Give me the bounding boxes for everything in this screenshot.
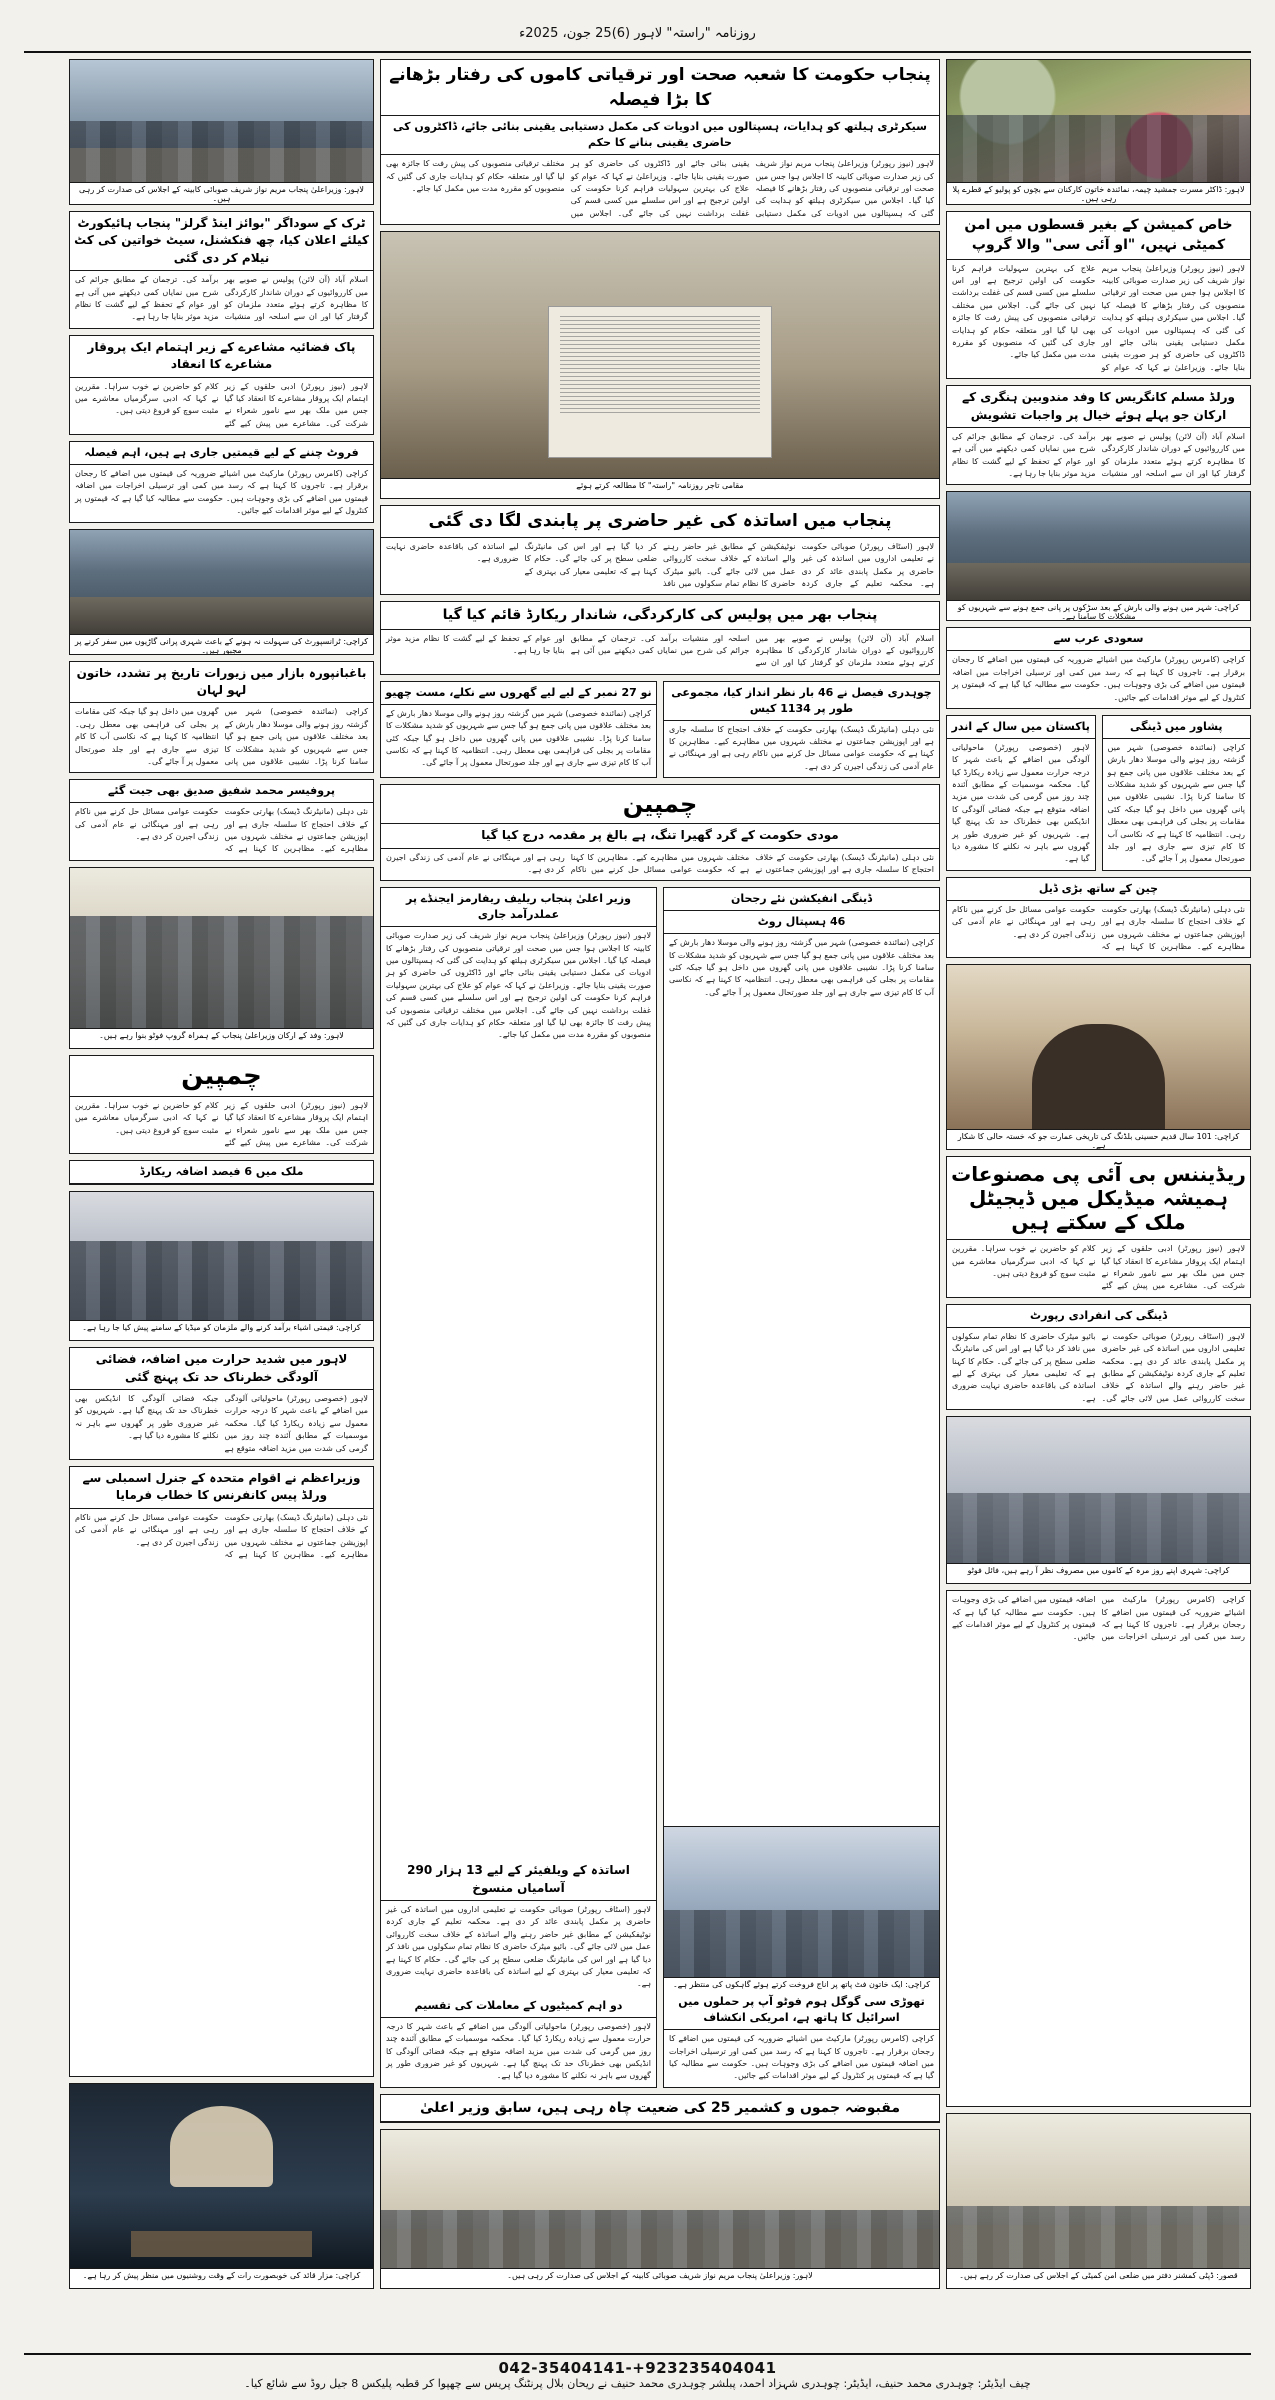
ad-headline: چمپین	[381, 785, 939, 824]
headline: پشاور میں ڈینگی	[1103, 716, 1251, 739]
story-china-deal	[946, 877, 1251, 959]
article-body: کراچی (نمائندہ خصوصی) شہر میں گزشتہ روز ہونے والی موسلا دھار بارش کے بعد مختلف علاقوں میں پانی جمع ہو گیا جس سے شہریوں کو شدید مشکلات کا سامنا کرنا پڑا۔ نشیبی علاقوں میں پانی گھروں میں داخل ہو گیا جبکہ کئی مقامات پر بجلی کی فراہمی بھی معطل رہی۔ انتظامیہ کا کہنا ہے کہ نکاسی آب کا کام تیزی سے جاری ہے اور جلد صورتحال معمول پر آ جائے گی۔	[668, 938, 934, 997]
mid-lower-row	[380, 887, 940, 2087]
story-muslim-congress	[946, 385, 1251, 485]
headline: پنجاب میں اساتذہ کی غیر حاضری پر پابندی لگا دی گئی	[381, 506, 939, 538]
photo-hoosaini-building	[947, 965, 1250, 1129]
article-body: اسلام آباد (آن لائن) پولیس نے صوبے بھر میں کارروائیوں کے دوران شاندار کارکردگی کا مظاہرہ کرتے ہوئے متعدد ملزمان کو گرفتار کیا اور ان سے اسلحہ اور منشیات برآمد کی۔ ترجمان کے مطابق جرائم کی شرح میں نمایاں کمی دیکھنے میں آئی ہے اور عوام کے تحفظ کے لیے گشت کا نظام مزید موثر بنایا جا رہا ہے۔	[952, 431, 1245, 479]
story-police-record	[380, 601, 940, 674]
article-body: لاہور (نیوز رپورٹر) وزیراعلیٰ پنجاب مریم نواز شریف کی زیر صدارت صوبائی کابینہ کا اجلاس ہوا جس میں صحت اور ترقیاتی منصوبوں کی رفتار بڑھانے کا فیصلہ کیا گیا۔ اجلاس میں سیکرٹری ہیلتھ کو ہدایت کی گئی کہ ہسپتالوں میں ادویات کی مکمل دستیابی یقینی بنائی جائے اور ڈاکٹروں کی حاضری کو ہر صورت یقینی بنایا جائے۔ وزیراعلیٰ نے کہا کہ عوام کو علاج کی بہترین سہولیات فراہم کرنا حکومت کی اولین ترجیح ہے اور اس سلسلے میں کسی قسم کی غفلت برداشت نہیں کی جائے گی۔ اجلاس میں مختلف ترقیاتی منصوبوں کی پیش رفت کا جائزہ بھی لیا گیا اور متعلقہ حکام کو ہدایات جاری کی گئیں کہ منصوبوں کو مقررہ مدت میں مکمل کیا جائے۔	[386, 159, 934, 218]
masthead-rule	[24, 51, 1251, 53]
photo-block-delegation	[69, 867, 374, 1049]
article-body: اسلام آباد (آن لائن) پولیس نے صوبے بھر میں کارروائیوں کے دوران شاندار کارکردگی کا مظاہرہ کرتے ہوئے متعدد ملزمان کو گرفتار کیا اور ان سے اسلحہ اور منشیات برآمد کی۔ ترجمان کے مطابق جرائم کی شرح میں نمایاں کمی دیکھنے میں آئی ہے اور عوام کے تحفظ کے لیے گشت کا نظام مزید موثر بنایا جا رہا ہے۔	[386, 633, 934, 668]
photo-police-arrest	[70, 1192, 373, 1320]
headline: پاک فضائیہ مشاعرے کے زیر اہتمام ایک پروقار مشاعرے کا انعقاد	[70, 336, 373, 378]
photo-caption: کراچی: شہر میں ہونے والی بارش کے بعد سڑکوں پر پانی جمع ہونے سے شہریوں کو مشکلات کا سامنا ہے۔	[947, 600, 1250, 621]
story-six-percent	[69, 1160, 374, 1185]
column-right	[946, 59, 1251, 2289]
column-mid-left-stack	[663, 887, 940, 2087]
photo-caption: مقامی تاجر روزنامہ "راستہ" کا مطالعہ کرتے ہوئے	[381, 478, 939, 492]
story-professor	[69, 779, 374, 861]
photo-meeting-roundtable	[70, 60, 373, 182]
photo-old-transport	[70, 530, 373, 634]
article-body: کراچی (کامرس رپورٹر) مارکیٹ میں اشیائے ضروریہ کی قیمتوں میں اضافے کا رجحان برقرار ہے۔ تاجروں کا کہنا ہے کہ رسد میں کمی اور ترسیلی اخراجات میں اضافہ قیمتوں میں اضافے کی بڑی وجوہات ہیں۔ حکومت سے مطالبہ کیا گیا ہے کہ قیمتوں پر کنٹرول کے لیے موثر اقدامات کیے جائیں۔	[669, 2034, 934, 2081]
story-peshawar-dengue	[1102, 715, 1252, 871]
headline: پاکستان میں سال کے اندر	[947, 716, 1095, 739]
headline: پروفیسر محمد شفیق صدیق بھی جیت گئے	[70, 780, 373, 803]
masthead: روزنامہ "راستہ" لاہور (6)25 جون، 2025ء	[519, 26, 756, 41]
page-footer	[24, 2351, 1251, 2390]
photo-trader-reading	[381, 232, 939, 478]
article-body: کراچی (نمائندہ خصوصی) شہر میں گزشتہ روز ہونے والی موسلا دھار بارش کے بعد مختلف علاقوں میں پانی جمع ہو گیا جس سے شہریوں کو شدید مشکلات کا سامنا کرنا پڑا۔ نشیبی علاقوں میں پانی گھروں میں داخل ہو گیا جبکہ کئی مقامات پر بجلی کی فراہمی بھی معطل رہی۔ انتظامیہ کا کہنا ہے کہ نکاسی آب کا کام تیزی سے جاری ہے اور جلد صورتحال معمول پر آ جائے گی۔	[385, 708, 651, 768]
headline: باغبانپورہ بازار میں زیورات تاریخ پر تشدد، خاتون لہو لہان	[70, 662, 373, 704]
headline: ٹرک کے سوداگر "بوائز اینڈ گرلز" پنجاب ہائیکورٹ کیلئے اعلان کیا، چھ فنکشنل، سیٹ خواتین کی کٹ نیلام کر دی گئی	[70, 212, 373, 271]
article-body: لاہور (نیوز رپورٹر) وزیراعلیٰ پنجاب مریم نواز شریف کی زیر صدارت صوبائی کابینہ کا اجلاس ہوا جس میں صحت اور ترقیاتی منصوبوں کی رفتار بڑھانے کا فیصلہ کیا گیا۔ اجلاس میں سیکرٹری ہیلتھ کو ہدایت کی گئی کہ ہسپتالوں میں ادویات کی مکمل دستیابی یقینی بنائی جائے اور ڈاکٹروں کی حاضری کو ہر صورت یقینی بنایا جائے۔ وزیراعلیٰ نے کہا کہ عوام کو علاج کی بہترین سہولیات فراہم کرنا حکومت کی اولین ترجیح ہے اور اس سلسلے میں کسی قسم کی غفلت برداشت نہیں کی جائے گی۔ اجلاس میں مختلف ترقیاتی منصوبوں کی پیش رفت کا جائزہ بھی لیا گیا اور متعلقہ حکام کو ہدایات جاری کی گئیں کہ منصوبوں کو مقررہ مدت میں مکمل کیا جائے۔	[386, 931, 651, 1040]
article-body: نئی دہلی (مانیٹرنگ ڈیسک) بھارتی حکومت کے خلاف احتجاج کا سلسلہ جاری ہے اور اپوزیشن جماعتوں نے مختلف شہروں میں مظاہرے کیے۔ مظاہرین کا کہنا ہے کہ حکومت عوامی مسائل حل کرنے میں ناکام رہی ہے اور مہنگائی نے عام آدمی کی زندگی اجیرن کر دی ہے۔	[75, 1512, 368, 1559]
footer-credits: چیف ایڈیٹر: چوہدری محمد حنیف، ایڈیٹر: چوہدری شہزاد احمد، پبلشر چوہدری محمد حنیف نے ریحان بلال پرنٹنگ پریس سے چھپوا کر قطبہ پلیکس 8 جیل روڈ سے شائع کیا۔	[244, 2377, 1031, 2390]
column-left	[69, 59, 374, 2289]
article-body: کراچی (کامرس رپورٹر) مارکیٹ میں اشیائے ضروریہ کی قیمتوں میں اضافے کا رجحان برقرار ہے۔ تاجروں کا کہنا ہے کہ رسد میں کمی اور ترسیلی اخراجات میں اضافہ قیمتوں میں اضافے کی بڑی وجوہات ہیں۔ حکومت سے مطالبہ کیا گیا ہے کہ قیمتوں پر کنٹرول کے لیے موثر اقدامات کیے جائیں۔	[952, 1595, 1245, 1642]
photo-block-reader	[380, 231, 940, 499]
headline: ڈینگی کی انفرادی رپورٹ	[947, 1305, 1250, 1328]
article-body: اسلام آباد (آن لائن) پولیس نے صوبے بھر میں کارروائیوں کے دوران شاندار کارکردگی کا مظاہرہ کرتے ہوئے متعدد ملزمان کو گرفتار کیا اور ان سے اسلحہ اور منشیات برآمد کی۔ ترجمان کے مطابق جرائم کی شرح میں نمایاں کمی دیکھنے میں آئی ہے اور عوام کے تحفظ کے لیے گشت کا نظام مزید موثر بنایا جا رہا ہے۔	[75, 275, 368, 322]
headline: ملک میں 6 فیصد اضافہ ریکارڈ	[70, 1161, 373, 1184]
article-body: لاہور (نیوز رپورٹر) وزیراعلیٰ پنجاب مریم نواز شریف کی زیر صدارت صوبائی کابینہ کا اجلاس ہوا جس میں صحت اور ترقیاتی منصوبوں کی رفتار بڑھانے کا فیصلہ کیا گیا۔ اجلاس میں سیکرٹری ہیلتھ کو ہدایت کی گئی کہ ہسپتالوں میں ادویات کی مکمل دستیابی یقینی بنائی جائے اور ڈاکٹروں کی حاضری کو ہر صورت یقینی بنایا جائے۔ وزیراعلیٰ نے کہا کہ عوام کو علاج کی بہترین سہولیات فراہم کرنا حکومت کی اولین ترجیح ہے اور اس سلسلے میں کسی قسم کی غفلت برداشت نہیں کی جائے گی۔ اجلاس میں مختلف ترقیاتی منصوبوں کی پیش رفت کا جائزہ بھی لیا گیا اور متعلقہ حکام کو ہدایات جاری کی گئیں کہ منصوبوں کو مقررہ مدت میں مکمل کیا جائے۔	[952, 263, 1245, 372]
column-middle	[380, 59, 940, 2289]
footer-phone: 042-35404141-+923235404041	[498, 2359, 777, 2377]
headline: مقبوضہ جموں و کشمیر 25 کی ضعیت چاہ رہی ہیں، سابق وزیر اعلیٰ	[381, 2095, 939, 2122]
headline: سعودی عرب سے	[947, 628, 1250, 651]
photo-block-arrests	[69, 1191, 374, 1341]
headline: 46 ہسپتال روٹ	[664, 911, 939, 934]
photo-block-qasoor	[946, 2113, 1251, 2289]
lead-story-health	[380, 59, 940, 225]
headline: وزیر اعلیٰ پنجاب ریلیف ریفارمز ایجنڈے پر عملدرآمد جاری	[381, 888, 656, 927]
subheadline: سیکرٹری ہیلتھ کو ہدایات، ہسپتالوں میں ادویات کی مکمل دستیابی یقینی بنائی جائے، ڈاکٹروں کی حاضری یقینی بنانے کا حکم	[381, 116, 939, 155]
photo-relief-goods	[947, 1417, 1250, 1563]
story-un-speech	[69, 1466, 374, 2077]
story-number-27	[380, 681, 657, 778]
photo-caption: قصور: ڈپٹی کمشنر دفتر میں ضلعی امن کمیٹی کے اجلاس کی صدارت کر رہے ہیں۔	[947, 2268, 1250, 2282]
story-fruit-prices	[69, 441, 374, 523]
photo-dc-meeting	[947, 2114, 1250, 2268]
photo-cabinet-meeting	[381, 2130, 939, 2268]
photo-block-rain	[946, 491, 1251, 621]
column-mid-right-stack	[380, 887, 657, 2087]
article-body: کراچی (کامرس رپورٹر) مارکیٹ میں اشیائے ضروریہ کی قیمتوں میں اضافے کا رجحان برقرار ہے۔ تاجروں کا کہنا ہے کہ رسد میں کمی اور ترسیلی اخراجات میں اضافہ قیمتوں میں اضافے کی بڑی وجوہات ہیں۔ حکومت سے مطالبہ کیا گیا ہے کہ قیمتوں پر کنٹرول کے لیے موثر اقدامات کیے جائیں۔	[75, 469, 368, 516]
headline: وزیراعظم نے اقوام متحدہ کے جنرل اسمبلی سے ورلڈ پیس کانفرنس کا خطاب فرمایا	[70, 1467, 373, 1509]
photo-caption: لاہور: وزیراعلیٰ پنجاب مریم نواز شریف صوبائی کابینہ کے اجلاس کی صدارت کر رہی ہیں۔	[70, 182, 373, 205]
ad-subheadline: مودی حکومت کے گرد گھیرا تنگ، ہے بالغ پر مقدمہ درج کیا گیا	[381, 824, 939, 848]
brief-row-right	[946, 715, 1251, 871]
headline: چوہدری فیصل نے 46 بار نظر انداز کیا، مجموعی طور پر 1134 کیس	[664, 682, 939, 721]
ad-body: لاہور (نیوز رپورٹر) ادبی حلقوں کے زیر اہتمام ایک پروقار مشاعرے کا انعقاد کیا گیا جس میں ملک بھر سے نامور شعراء نے شرکت کی۔ مشاعرے میں پیش کیے گئے کلام کو حاضرین نے خوب سراہا۔ مقررین نے کہا کہ ادبی سرگرمیاں معاشرے میں مثبت سوچ کو فروغ دیتی ہیں۔	[75, 1100, 368, 1147]
ad-modi-banner[interactable]	[380, 784, 940, 881]
headline: خاص کمیشن کے بغیر قسطوں میں امن کمیٹی نہیں، "او آئی سی" والا گروپ	[947, 212, 1250, 260]
headline: تھوڑی سی گوگل ہوم فوٹو آپ پر حملوں میں اسرائیل کا ہاتھ ہے، امریکی انکشاف	[664, 1991, 939, 2030]
photo-caption: لاہور: وزیراعلیٰ پنجاب مریم نواز شریف صوبائی کابینہ کے اجلاس کی صدارت کر رہی ہیں۔	[381, 2268, 939, 2282]
photo-block-mazar	[69, 2083, 374, 2289]
story-oic-group	[946, 211, 1251, 379]
photo-caption: کراچی: ٹرانسپورٹ کی سہولت نہ ہونے کے باعث شہری پرانی گاڑیوں میں سفر کرنے پر مجبور ہیں۔	[70, 634, 373, 655]
article-body: لاہور (نیوز رپورٹر) ادبی حلقوں کے زیر اہتمام ایک پروقار مشاعرے کا انعقاد کیا گیا جس میں ملک بھر سے نامور شعراء نے شرکت کی۔ مشاعرے میں پیش کیے گئے کلام کو حاضرین نے خوب سراہا۔ مقررین نے کہا کہ ادبی سرگرمیاں معاشرے میں مثبت سوچ کو فروغ دیتی ہیں۔	[75, 381, 368, 428]
article-body: نئی دہلی (مانیٹرنگ ڈیسک) بھارتی حکومت کے خلاف احتجاج کا سلسلہ جاری ہے اور اپوزیشن جماعتوں نے مختلف شہروں میں مظاہرے کیے۔ مظاہرین کا کہنا ہے کہ حکومت عوامی مسائل حل کرنے میں ناکام رہی ہے اور مہنگائی نے عام آدمی کی زندگی اجیرن کر دی ہے۔	[75, 807, 368, 854]
story-dengue-report	[946, 1304, 1251, 1410]
photo-caption: کراچی: ایک خاتون فٹ پاتھ پر اناج فروخت کرتے ہوئے گاہکوں کی منتظر ہے۔	[664, 1977, 939, 1991]
photo-block-cabinet	[380, 2129, 940, 2289]
story-mushaira	[69, 335, 374, 435]
photo-street-vendor	[664, 1826, 939, 1977]
story-heat-pollution	[69, 1347, 374, 1460]
photo-delegation-group	[70, 868, 373, 1028]
ad-body: نئی دہلی (مانیٹرنگ ڈیسک) بھارتی حکومت کے خلاف احتجاج کا سلسلہ جاری ہے اور اپوزیشن جماعتوں نے مختلف شہروں میں مظاہرے کیے۔ مظاہرین کا کہنا ہے کہ حکومت عوامی مسائل حل کرنے میں ناکام رہی ہے اور مہنگائی نے عام آدمی کی زندگی اجیرن کر دی ہے۔	[386, 852, 934, 874]
photo-block-hoosaini	[946, 964, 1251, 1150]
story-baghbanpura	[69, 661, 374, 774]
photo-karachi-rain	[947, 492, 1250, 600]
headline: لاہور میں شدید حرارت میں اضافہ، فضائی آلودگی خطرناک حد تک پہنچ گئی	[70, 1348, 373, 1390]
photo-caption: لاہور: وفد کے ارکان وزیراعلیٰ پنجاب کے ہمراہ گروپ فوٹو بنوا رہے ہیں۔	[70, 1028, 373, 1042]
story-pak-year	[946, 715, 1096, 871]
ad-radiance-right[interactable]	[946, 1156, 1251, 1298]
photo-caption: کراچی: قیمتی اشیاء برآمد کرنے والے ملزمان کو میڈیا کے سامنے پیش کیا جا رہا ہے۔	[70, 1320, 373, 1334]
headline: اساتذہ کے ویلفیئر کے لیے 13 ہزار 290 آسامیاں منسوخ	[381, 1859, 656, 1901]
story-faisal-46	[663, 681, 940, 778]
ad-body: لاہور (نیوز رپورٹر) ادبی حلقوں کے زیر اہتمام ایک پروقار مشاعرے کا انعقاد کیا گیا جس میں ملک بھر سے نامور شعراء نے شرکت کی۔ مشاعرے میں پیش کیے گئے کلام کو حاضرین نے خوب سراہا۔ مقررین نے کہا کہ ادبی سرگرمیاں معاشرے میں مثبت سوچ کو فروغ دیتی ہیں۔	[952, 1244, 1245, 1291]
photo-polio-drops	[947, 60, 1250, 182]
article-body: لاہور (اسٹاف رپورٹر) صوبائی حکومت نے تعلیمی اداروں میں اساتذہ کی غیر حاضری پر مکمل پابندی عائد کر دی ہے۔ محکمہ تعلیم کے جاری کردہ نوٹیفکیشن کے مطابق غیر حاضر رہنے والے اساتذہ کے خلاف سخت کارروائی عمل میں لائی جائے گی۔ بائیو میٹرک حاضری کا نظام تمام سکولوں میں نافذ کر دیا گیا ہے اور اس کی مانیٹرنگ ضلعی سطح پر کی جائے گی۔ حکام کا کہنا ہے کہ تعلیمی معیار کی بہتری کے لیے اساتذہ کی باقاعدہ حاضری نہایت ضروری ہے۔	[386, 541, 934, 588]
photo-caption: کراچی: 101 سال قدیم حسینی بلڈنگ کی تاریخی عمارت جو کہ خستہ حالی کا شکار ہے۔	[947, 1129, 1250, 1150]
article-body: لاہور (خصوصی رپورٹر) ماحولیاتی آلودگی میں اضافے کے باعث شہر کا درجہ حرارت معمول سے زیادہ ریکارڈ کیا گیا۔ محکمہ موسمیات کے مطابق آئندہ چند روز میں گرمی کی شدت میں مزید اضافہ متوقع ہے جبکہ فضائی آلودگی کا انڈیکس بھی خطرناک حد تک پہنچ گیا ہے۔ شہریوں کو غیر ضروری طور پر گھروں سے باہر نہ نکلنے کا مشورہ دیا گیا ہے۔	[386, 2021, 651, 2081]
photo-block-1	[946, 59, 1251, 205]
article-body: کراچی (نمائندہ خصوصی) شہر میں گزشتہ روز ہونے والی موسلا دھار بارش کے بعد مختلف علاقوں میں پانی جمع ہو گیا جس سے شہریوں کو شدید مشکلات کا سامنا کرنا پڑا۔ نشیبی علاقوں میں پانی گھروں میں داخل ہو گیا جبکہ کئی مقامات پر بجلی کی فراہمی بھی معطل رہی۔ انتظامیہ کا کہنا ہے کہ نکاسی آب کا کام تیزی سے جاری ہے اور جلد صورتحال معمول پر آ جائے گی۔	[1107, 742, 1245, 864]
headline: ورلڈ مسلم کانگریس کا وفد مندوبین ہنگری کے ارکان جو پہلے ہوئے خیال پر واجبات تشویش	[947, 386, 1250, 428]
story-society-youth	[946, 1590, 1251, 2107]
story-saudi-brief	[946, 627, 1251, 709]
headline: دو اہم کمیٹیوں کے معاملات کی تقسیم	[381, 1995, 656, 2018]
photo-block-bikes	[69, 529, 374, 655]
photo-mazar-e-quaid	[70, 2084, 373, 2268]
article-body: نئی دہلی (مانیٹرنگ ڈیسک) بھارتی حکومت کے خلاف احتجاج کا سلسلہ جاری ہے اور اپوزیشن جماعتوں نے مختلف شہروں میں مظاہرے کیے۔ مظاہرین کا کہنا ہے کہ حکومت عوامی مسائل حل کرنے میں ناکام رہی ہے اور مہنگائی نے عام آدمی کی زندگی اجیرن کر دی ہے۔	[952, 904, 1245, 951]
article-body: نئی دہلی (مانیٹرنگ ڈیسک) بھارتی حکومت کے خلاف احتجاج کا سلسلہ جاری ہے اور اپوزیشن جماعتوں نے مختلف شہروں میں مظاہرے کیے۔ مظاہرین کا کہنا ہے کہ حکومت عوامی مسائل حل کرنے میں ناکام رہی ہے اور مہنگائی نے عام آدمی کی زندگی اجیرن کر دی ہے۔	[669, 724, 934, 771]
photo-block-meeting-top	[69, 59, 374, 205]
article-body: لاہور (اسٹاف رپورٹر) صوبائی حکومت نے تعلیمی اداروں میں اساتذہ کی غیر حاضری پر مکمل پابندی عائد کر دی ہے۔ محکمہ تعلیم کے جاری کردہ نوٹیفکیشن کے مطابق غیر حاضر رہنے والے اساتذہ کے خلاف سخت کارروائی عمل میں لائی جائے گی۔ بائیو میٹرک حاضری کا نظام تمام سکولوں میں نافذ کر دیا گیا ہے اور اس کی مانیٹرنگ ضلعی سطح پر کی جائے گی۔ حکام کا کہنا ہے کہ تعلیمی معیار کی بہتری کے لیے اساتذہ کی باقاعدہ حاضری نہایت ضروری ہے۔	[386, 1905, 651, 1989]
ad-headline: چمپین	[70, 1056, 373, 1097]
article-body: لاہور (اسٹاف رپورٹر) صوبائی حکومت نے تعلیمی اداروں میں اساتذہ کی غیر حاضری پر مکمل پابندی عائد کر دی ہے۔ محکمہ تعلیم کے جاری کردہ نوٹیفکیشن کے مطابق غیر حاضر رہنے والے اساتذہ کے خلاف سخت کارروائی عمل میں لائی جائے گی۔ بائیو میٹرک حاضری کا نظام تمام سکولوں میں نافذ کر دیا گیا ہے اور اس کی مانیٹرنگ ضلعی سطح پر کی جائے گی۔ حکام کا کہنا ہے کہ تعلیمی معیار کی بہتری کے لیے اساتذہ کی باقاعدہ حاضری نہایت ضروری ہے۔	[952, 1331, 1245, 1403]
article-body: کراچی (نمائندہ خصوصی) شہر میں گزشتہ روز ہونے والی موسلا دھار بارش کے بعد مختلف علاقوں میں پانی جمع ہو گیا جس سے شہریوں کو شدید مشکلات کا سامنا کرنا پڑا۔ نشیبی علاقوں میں پانی گھروں میں داخل ہو گیا جبکہ کئی مقامات پر بجلی کی فراہمی بھی معطل رہی۔ انتظامیہ کا کہنا ہے کہ نکاسی آب کا کام تیزی سے جاری ہے اور جلد صورتحال معمول پر آ جائے گی۔	[75, 707, 368, 766]
headline: فروٹ چننے کے لیے قیمتیں جاری ہے ہیں، اہم فیصلہ	[70, 442, 373, 465]
article-body: لاہور (خصوصی رپورٹر) ماحولیاتی آلودگی میں اضافے کے باعث شہر کا درجہ حرارت معمول سے زیادہ ریکارڈ کیا گیا۔ محکمہ موسمیات کے مطابق آئندہ چند روز میں گرمی کی شدت میں مزید اضافہ متوقع ہے جبکہ فضائی آلودگی کا انڈیکس بھی خطرناک حد تک پہنچ گیا ہے۔ شہریوں کو غیر ضروری طور پر گھروں سے باہر نہ نکلنے کا مشورہ دیا گیا ہے۔	[952, 742, 1090, 864]
ad-headline: ریڈیننس بی آئی پی مصنوعات ہمیشہ میڈیکل میں ڈیجیٹل ملک کے سکتے ہیں	[947, 1157, 1250, 1240]
brief-row-mid	[380, 681, 940, 778]
story-kashmir	[380, 2094, 940, 2123]
article-body: کراچی (کامرس رپورٹر) مارکیٹ میں اشیائے ضروریہ کی قیمتوں میں اضافے کا رجحان برقرار ہے۔ تاجروں کا کہنا ہے کہ رسد میں کمی اور ترسیلی اخراجات میں اضافہ قیمتوں میں اضافے کی بڑی وجوہات ہیں۔ حکومت سے مطالبہ کیا گیا ہے کہ قیمتوں پر کنٹرول کے لیے موثر اقدامات کیے جائیں۔	[952, 655, 1245, 702]
story-teacher-ban	[380, 505, 940, 595]
ad-champion-left[interactable]	[69, 1055, 374, 1155]
photo-caption: کراچی: شہری اپنے روز مرہ کے کاموں میں مصروف نظر آ رہے ہیں، فائل فوٹو	[947, 1563, 1250, 1577]
page-grid	[24, 59, 1251, 2289]
photo-caption: کراچی: مزار قائد کی خوبصورت رات کے وقت روشنیوں میں منظر پیش کر رہا ہے۔	[70, 2268, 373, 2282]
article-body: لاہور (خصوصی رپورٹر) ماحولیاتی آلودگی میں اضافے کے باعث شہر کا درجہ حرارت معمول سے زیادہ ریکارڈ کیا گیا۔ محکمہ موسمیات کے مطابق آئندہ چند روز میں گرمی کی شدت میں مزید اضافہ متوقع ہے جبکہ فضائی آلودگی کا انڈیکس بھی خطرناک حد تک پہنچ گیا ہے۔ شہریوں کو غیر ضروری طور پر گھروں سے باہر نہ نکلنے کا مشورہ دیا گیا ہے۔	[75, 1394, 368, 1453]
photo-caption: لاہور: ڈاکٹر مسرت جمشید چیمہ، نمائندہ خاتون کارکنان سے بچوں کو پولیو کے قطرے پلا رہی ہیں۔	[947, 182, 1250, 205]
story-truck-boys-girls	[69, 211, 374, 329]
headline: پنجاب حکومت کا شعبہ صحت اور ترقیاتی کاموں کی رفتار بڑھانے کا بڑا فیصلہ	[381, 60, 939, 116]
photo-block-relief	[946, 1416, 1251, 1584]
headline: چین کے ساتھ بڑی ڈیل	[947, 878, 1250, 901]
headline: پنجاب بھر میں پولیس کی کارکردگی، شاندار ریکارڈ قائم کیا گیا	[381, 602, 939, 629]
footer-rule	[24, 2353, 1251, 2355]
headline: ڈینگی انفیکشن نئے رجحان	[664, 888, 939, 911]
headline: نو 27 نمبر کے لیے لیے گھروں سے نکلے، مست چھیو	[381, 682, 656, 705]
